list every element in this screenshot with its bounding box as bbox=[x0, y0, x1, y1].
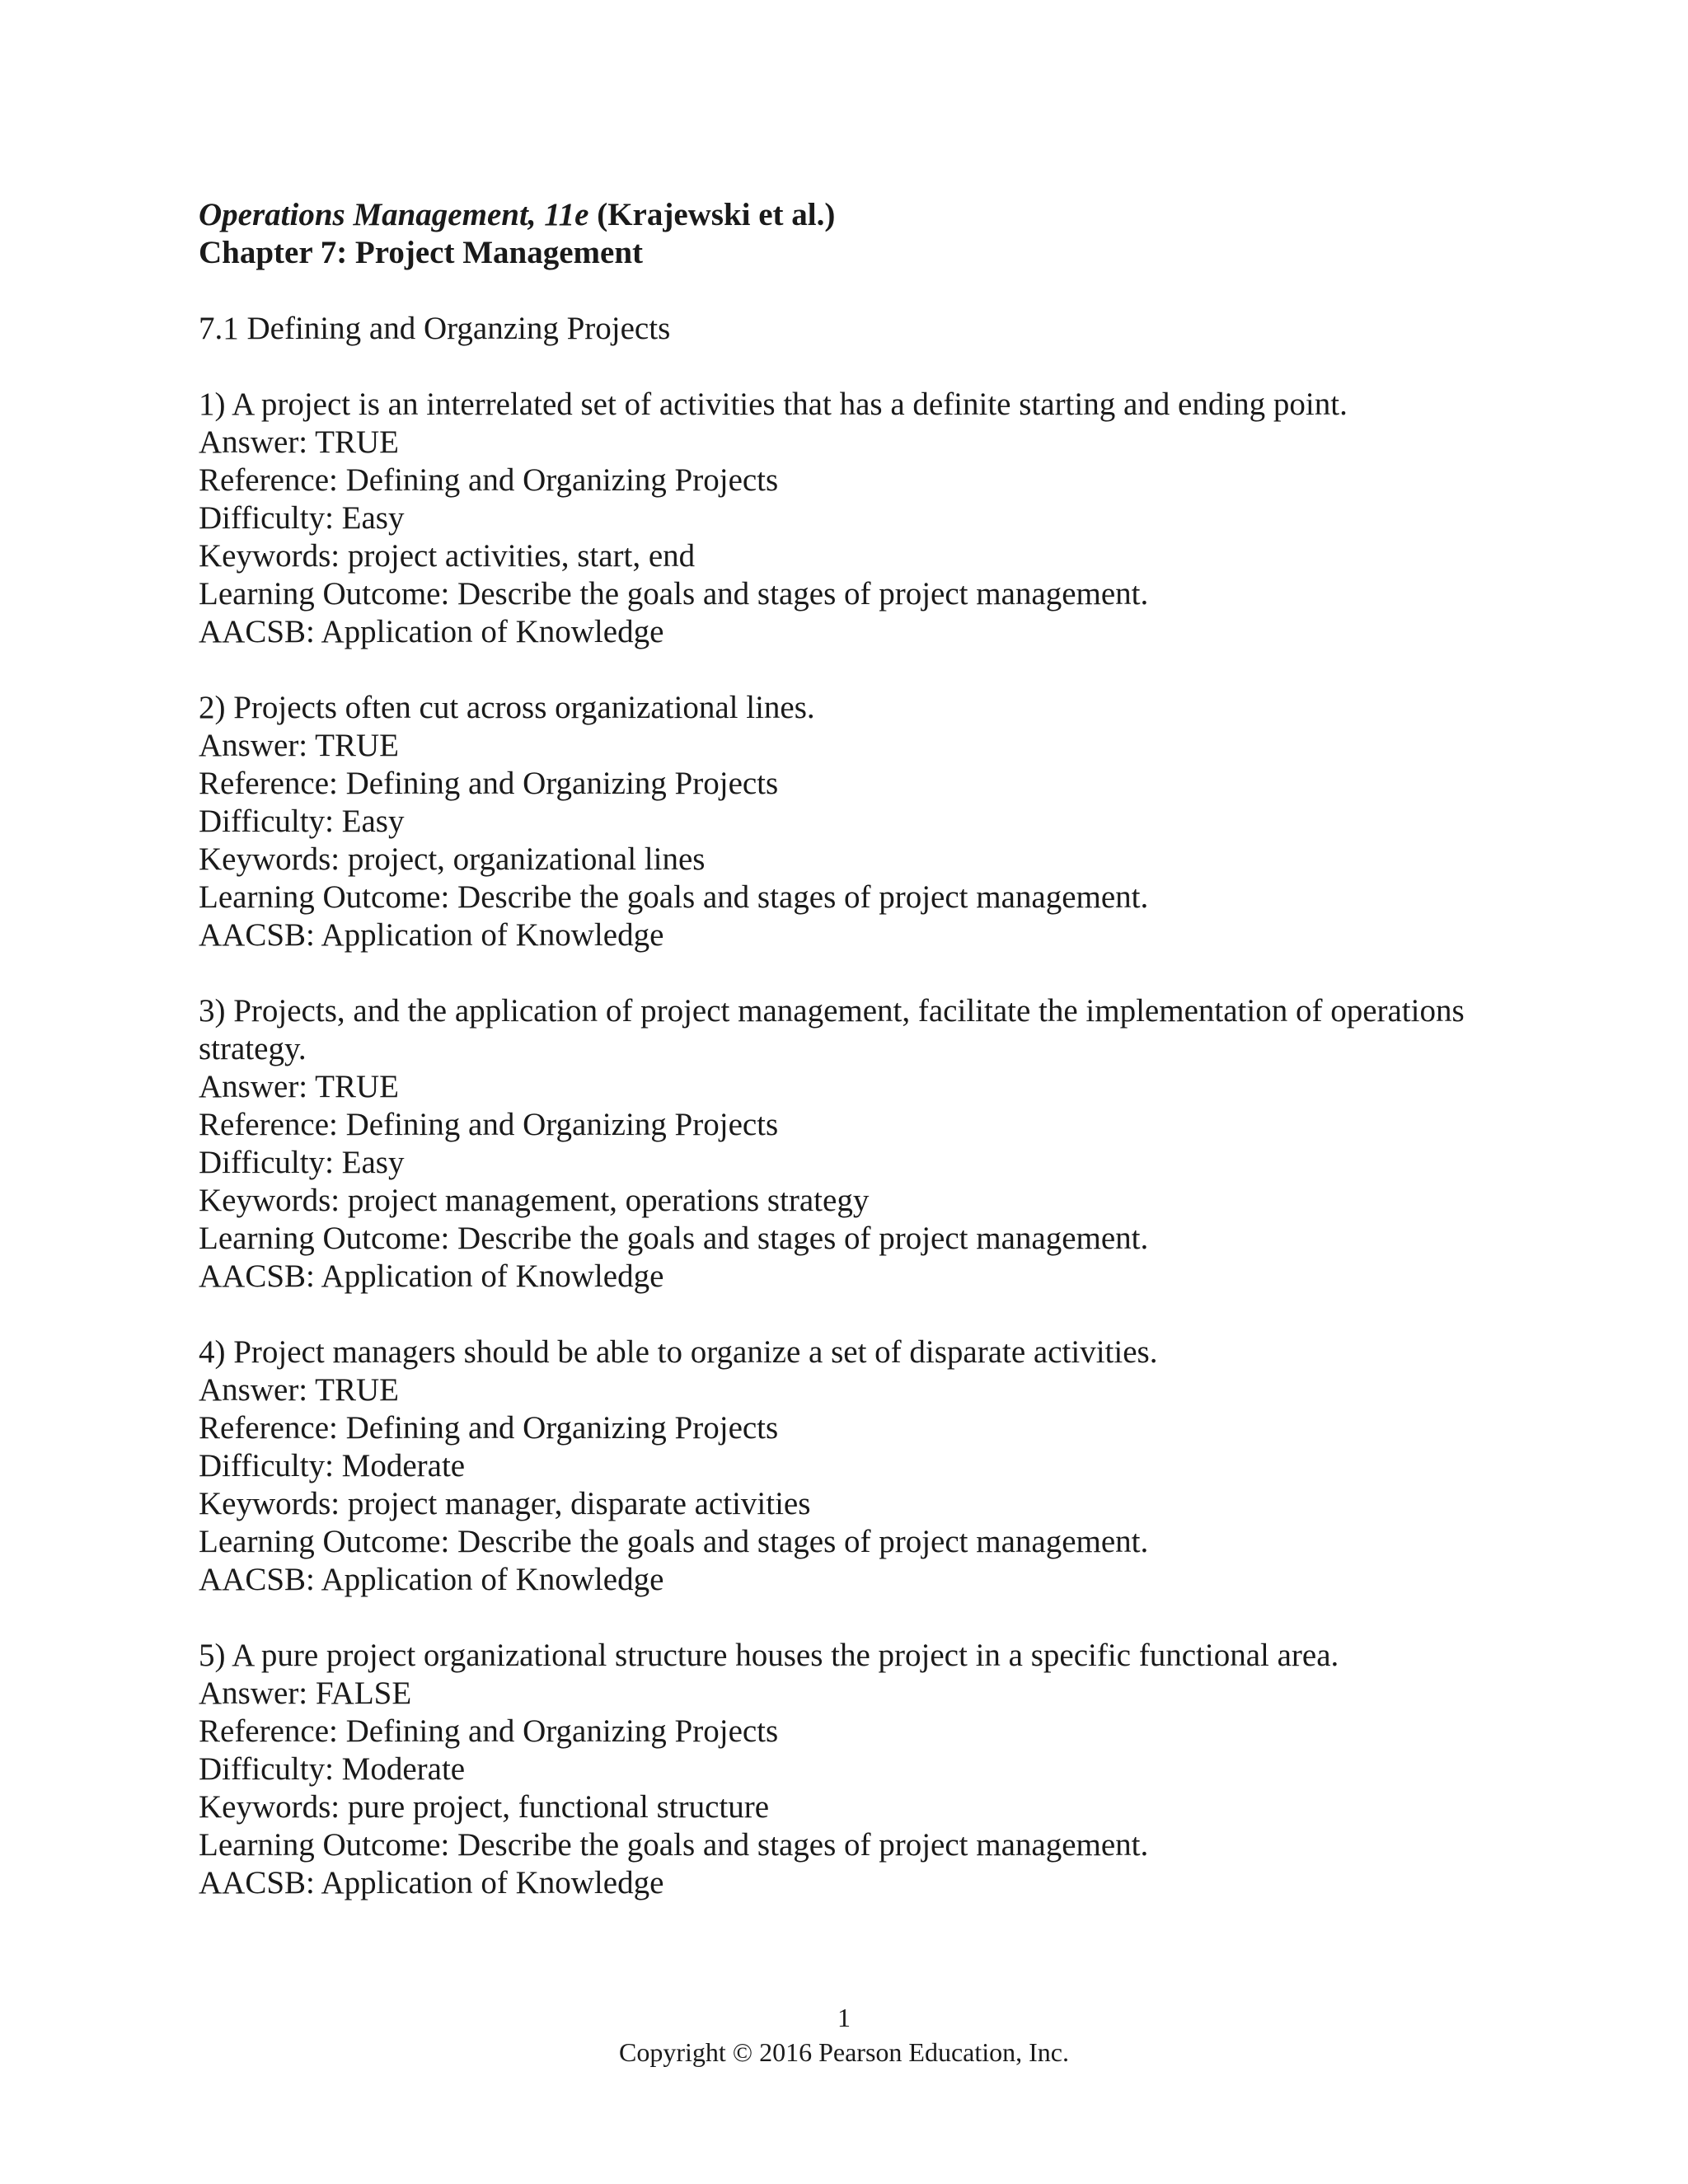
question-block bbox=[199, 1333, 1484, 1599]
question-keywords: Keywords: project manager, disparate activities bbox=[199, 1486, 811, 1521]
question-reference: Reference: Defining and Organizing Projects bbox=[199, 1713, 779, 1749]
question-learning-outcome: Learning Outcome: Describe the goals and stages of project management. bbox=[199, 1827, 1149, 1863]
question-aacsb: AACSB: Application of Knowledge bbox=[199, 917, 664, 953]
question-block bbox=[199, 386, 1484, 651]
question-reference: Reference: Defining and Organizing Projects bbox=[199, 766, 779, 801]
question-learning-outcome: Learning Outcome: Describe the goals and stages of project management. bbox=[199, 1221, 1149, 1256]
question-reference: Reference: Defining and Organizing Projects bbox=[199, 1410, 779, 1446]
book-title-line bbox=[199, 196, 1484, 234]
question-learning-outcome: Learning Outcome: Describe the goals and stages of project management. bbox=[199, 576, 1149, 612]
question-text: 1) A project is an interrelated set of activities that has a definite starting and ending point. bbox=[199, 387, 1348, 422]
question-difficulty: Difficulty: Moderate bbox=[199, 1448, 466, 1483]
section-heading: 7.1 Defining and Organzing Projects bbox=[199, 311, 671, 346]
question-difficulty: Difficulty: Easy bbox=[199, 804, 405, 839]
question-block bbox=[199, 992, 1484, 1296]
question-answer: Answer: TRUE bbox=[199, 1069, 400, 1104]
question-text: 2) Projects often cut across organizational lines. bbox=[199, 690, 815, 725]
copyright-notice: Copyright © 2016 Pearson Education, Inc. bbox=[619, 2037, 1069, 2067]
question-answer: Answer: TRUE bbox=[199, 1372, 400, 1408]
question-difficulty: Difficulty: Easy bbox=[199, 1145, 405, 1180]
question-answer: Answer: FALSE bbox=[199, 1675, 412, 1711]
question-answer: Answer: TRUE bbox=[199, 728, 400, 763]
question-aacsb: AACSB: Application of Knowledge bbox=[199, 1258, 664, 1294]
question-block bbox=[199, 689, 1484, 954]
question-reference: Reference: Defining and Organizing Projects bbox=[199, 1107, 779, 1142]
question-keywords: Keywords: project activities, start, end bbox=[199, 538, 696, 574]
question-difficulty: Difficulty: Easy bbox=[199, 500, 405, 536]
question-keywords: Keywords: project management, operations strategy bbox=[199, 1183, 870, 1218]
question-aacsb: AACSB: Application of Knowledge bbox=[199, 1865, 664, 1900]
book-title: Operations Management, 11e bbox=[199, 197, 589, 232]
question-answer: Answer: TRUE bbox=[199, 424, 400, 460]
question-text: 4) Project managers should be able to organize a set of disparate activities. bbox=[199, 1334, 1158, 1370]
question-keywords: Keywords: pure project, functional structure bbox=[199, 1789, 770, 1825]
question-text: 3) Projects, and the application of project management, facilitate the implementation of operations strategy. bbox=[199, 993, 1465, 1066]
question-learning-outcome: Learning Outcome: Describe the goals and stages of project management. bbox=[199, 879, 1149, 915]
question-learning-outcome: Learning Outcome: Describe the goals and stages of project management. bbox=[199, 1524, 1149, 1559]
question-block bbox=[199, 1637, 1484, 1902]
chapter-title: Chapter 7: Project Management bbox=[199, 235, 643, 270]
question-keywords: Keywords: project, organizational lines bbox=[199, 841, 706, 877]
book-authors: (Krajewski et al.) bbox=[588, 197, 836, 232]
question-text: 5) A pure project organizational structure houses the project in a specific functional area. bbox=[199, 1638, 1339, 1673]
question-aacsb: AACSB: Application of Knowledge bbox=[199, 1562, 664, 1597]
question-reference: Reference: Defining and Organizing Projects bbox=[199, 462, 779, 498]
page-number: 1 bbox=[837, 2003, 851, 2032]
question-difficulty: Difficulty: Moderate bbox=[199, 1751, 466, 1787]
page-content bbox=[199, 196, 1484, 1902]
question-aacsb: AACSB: Application of Knowledge bbox=[199, 614, 664, 649]
